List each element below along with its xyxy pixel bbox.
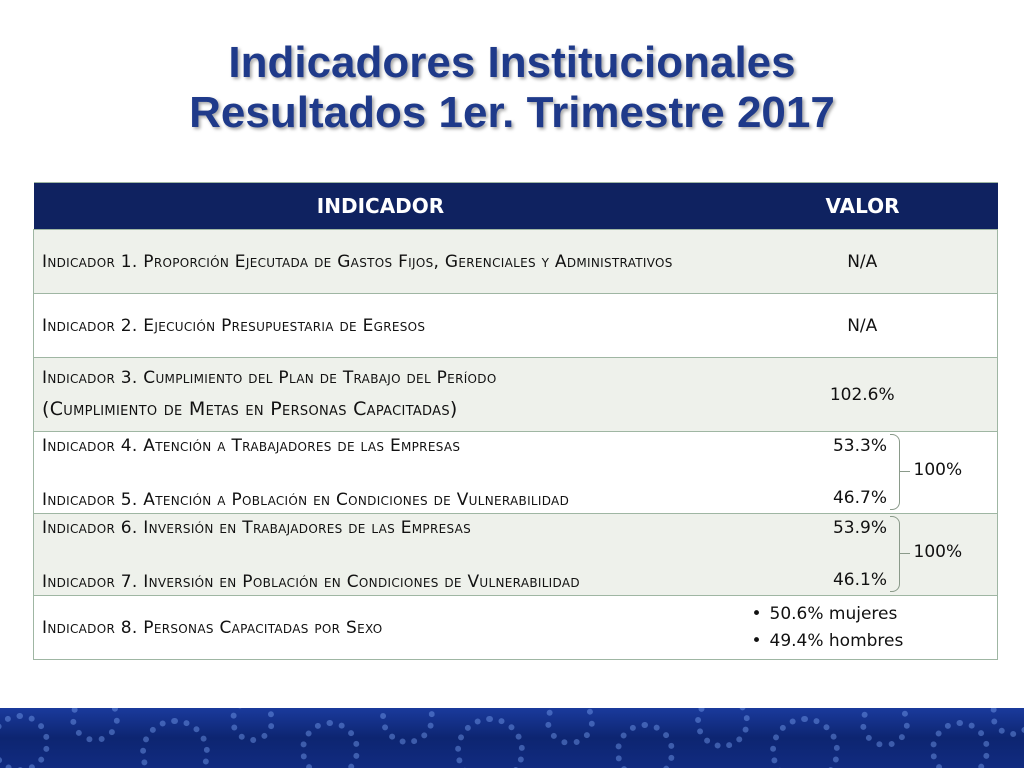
gear-icon (230, 708, 275, 743)
indicator-8-women: • 50.6% mujeres (752, 601, 990, 628)
table-header-row (34, 183, 998, 230)
indicator-8-list (734, 601, 990, 655)
indicator-6-7-values (728, 514, 998, 596)
table-row (34, 514, 998, 596)
header-valor: VALOR (728, 183, 998, 230)
table-row (34, 596, 998, 660)
indicator-8-label: Indicador 8. Personas Capacitadas por Sexo (34, 596, 728, 660)
indicator-5-label: Indicador 5. Atención a Población en Condiciones de Vulnerabilidad (42, 489, 570, 510)
gear-icon (300, 720, 360, 768)
indicator-8-men: • 49.4% hombres (752, 628, 990, 655)
indicator-2-value: N/A (728, 294, 998, 358)
gear-icon (545, 708, 595, 746)
indicator-7-label: Indicador 7. Inversión en Población en Condiciones de Vulnerabilidad (42, 571, 580, 592)
table-row (34, 432, 998, 514)
title-line-2: Resultados 1er. Trimestre 2017 (189, 88, 835, 137)
indicator-4-value: 53.3% (832, 436, 887, 456)
indicator-6-value: 53.9% (832, 518, 887, 538)
table-row (34, 358, 998, 432)
indicator-6-7-labels (34, 514, 728, 596)
bracket-icon (890, 516, 900, 592)
header-indicador: INDICADOR (34, 183, 728, 230)
gear-icon (695, 708, 750, 749)
indicator-8-values (728, 596, 998, 660)
bracket-tick-icon (900, 553, 910, 554)
bracket-icon (890, 434, 900, 510)
gear-icon (455, 716, 525, 768)
indicator-6-7-total: 100% (913, 542, 963, 562)
gear-icon (770, 716, 840, 768)
footer-gear-band (0, 708, 1024, 768)
indicator-3-label (34, 358, 728, 432)
title-line-1: Indicadores Institucionales (228, 38, 796, 87)
bracket-tick-icon (900, 471, 910, 472)
indicator-4-5-values (728, 432, 998, 514)
indicator-4-label: Indicador 4. Atención a Trabajadores de las Empresas (42, 435, 461, 456)
indicator-1-label: Indicador 1. Proporción Ejecutada de Gastos Fijos, Gerenciales y Administrativos (34, 230, 728, 294)
indicator-3-line-2: (Cumplimiento de Metas en Personas Capacitadas) (42, 397, 458, 420)
indicator-3-value: 102.6% (728, 358, 998, 432)
indicator-4-5-labels (34, 432, 728, 514)
gear-icon (860, 708, 910, 748)
indicator-2-label: Indicador 2. Ejecución Presupuestaria de Egresos (34, 294, 728, 358)
slide-title (0, 38, 1024, 138)
indicator-3-line-1: Indicador 3. Cumplimiento del Plan de Trabajo del Período (42, 367, 497, 388)
gear-icon (930, 720, 990, 768)
gear-icon (380, 708, 435, 745)
table-row (34, 294, 998, 358)
indicator-6-label: Indicador 6. Inversión en Trabajadores de las Empresas (42, 517, 472, 538)
indicator-4-5-total: 100% (913, 460, 963, 480)
indicator-7-value: 46.1% (832, 570, 887, 590)
indicator-1-value: N/A (728, 230, 998, 294)
indicators-table (33, 182, 998, 660)
table-row (34, 230, 998, 294)
indicator-5-value: 46.7% (832, 488, 887, 508)
gear-icon (615, 722, 675, 768)
gear-icon (70, 708, 120, 743)
gear-icon (990, 708, 1024, 737)
gear-icon (140, 718, 210, 768)
gear-icon (0, 713, 50, 768)
